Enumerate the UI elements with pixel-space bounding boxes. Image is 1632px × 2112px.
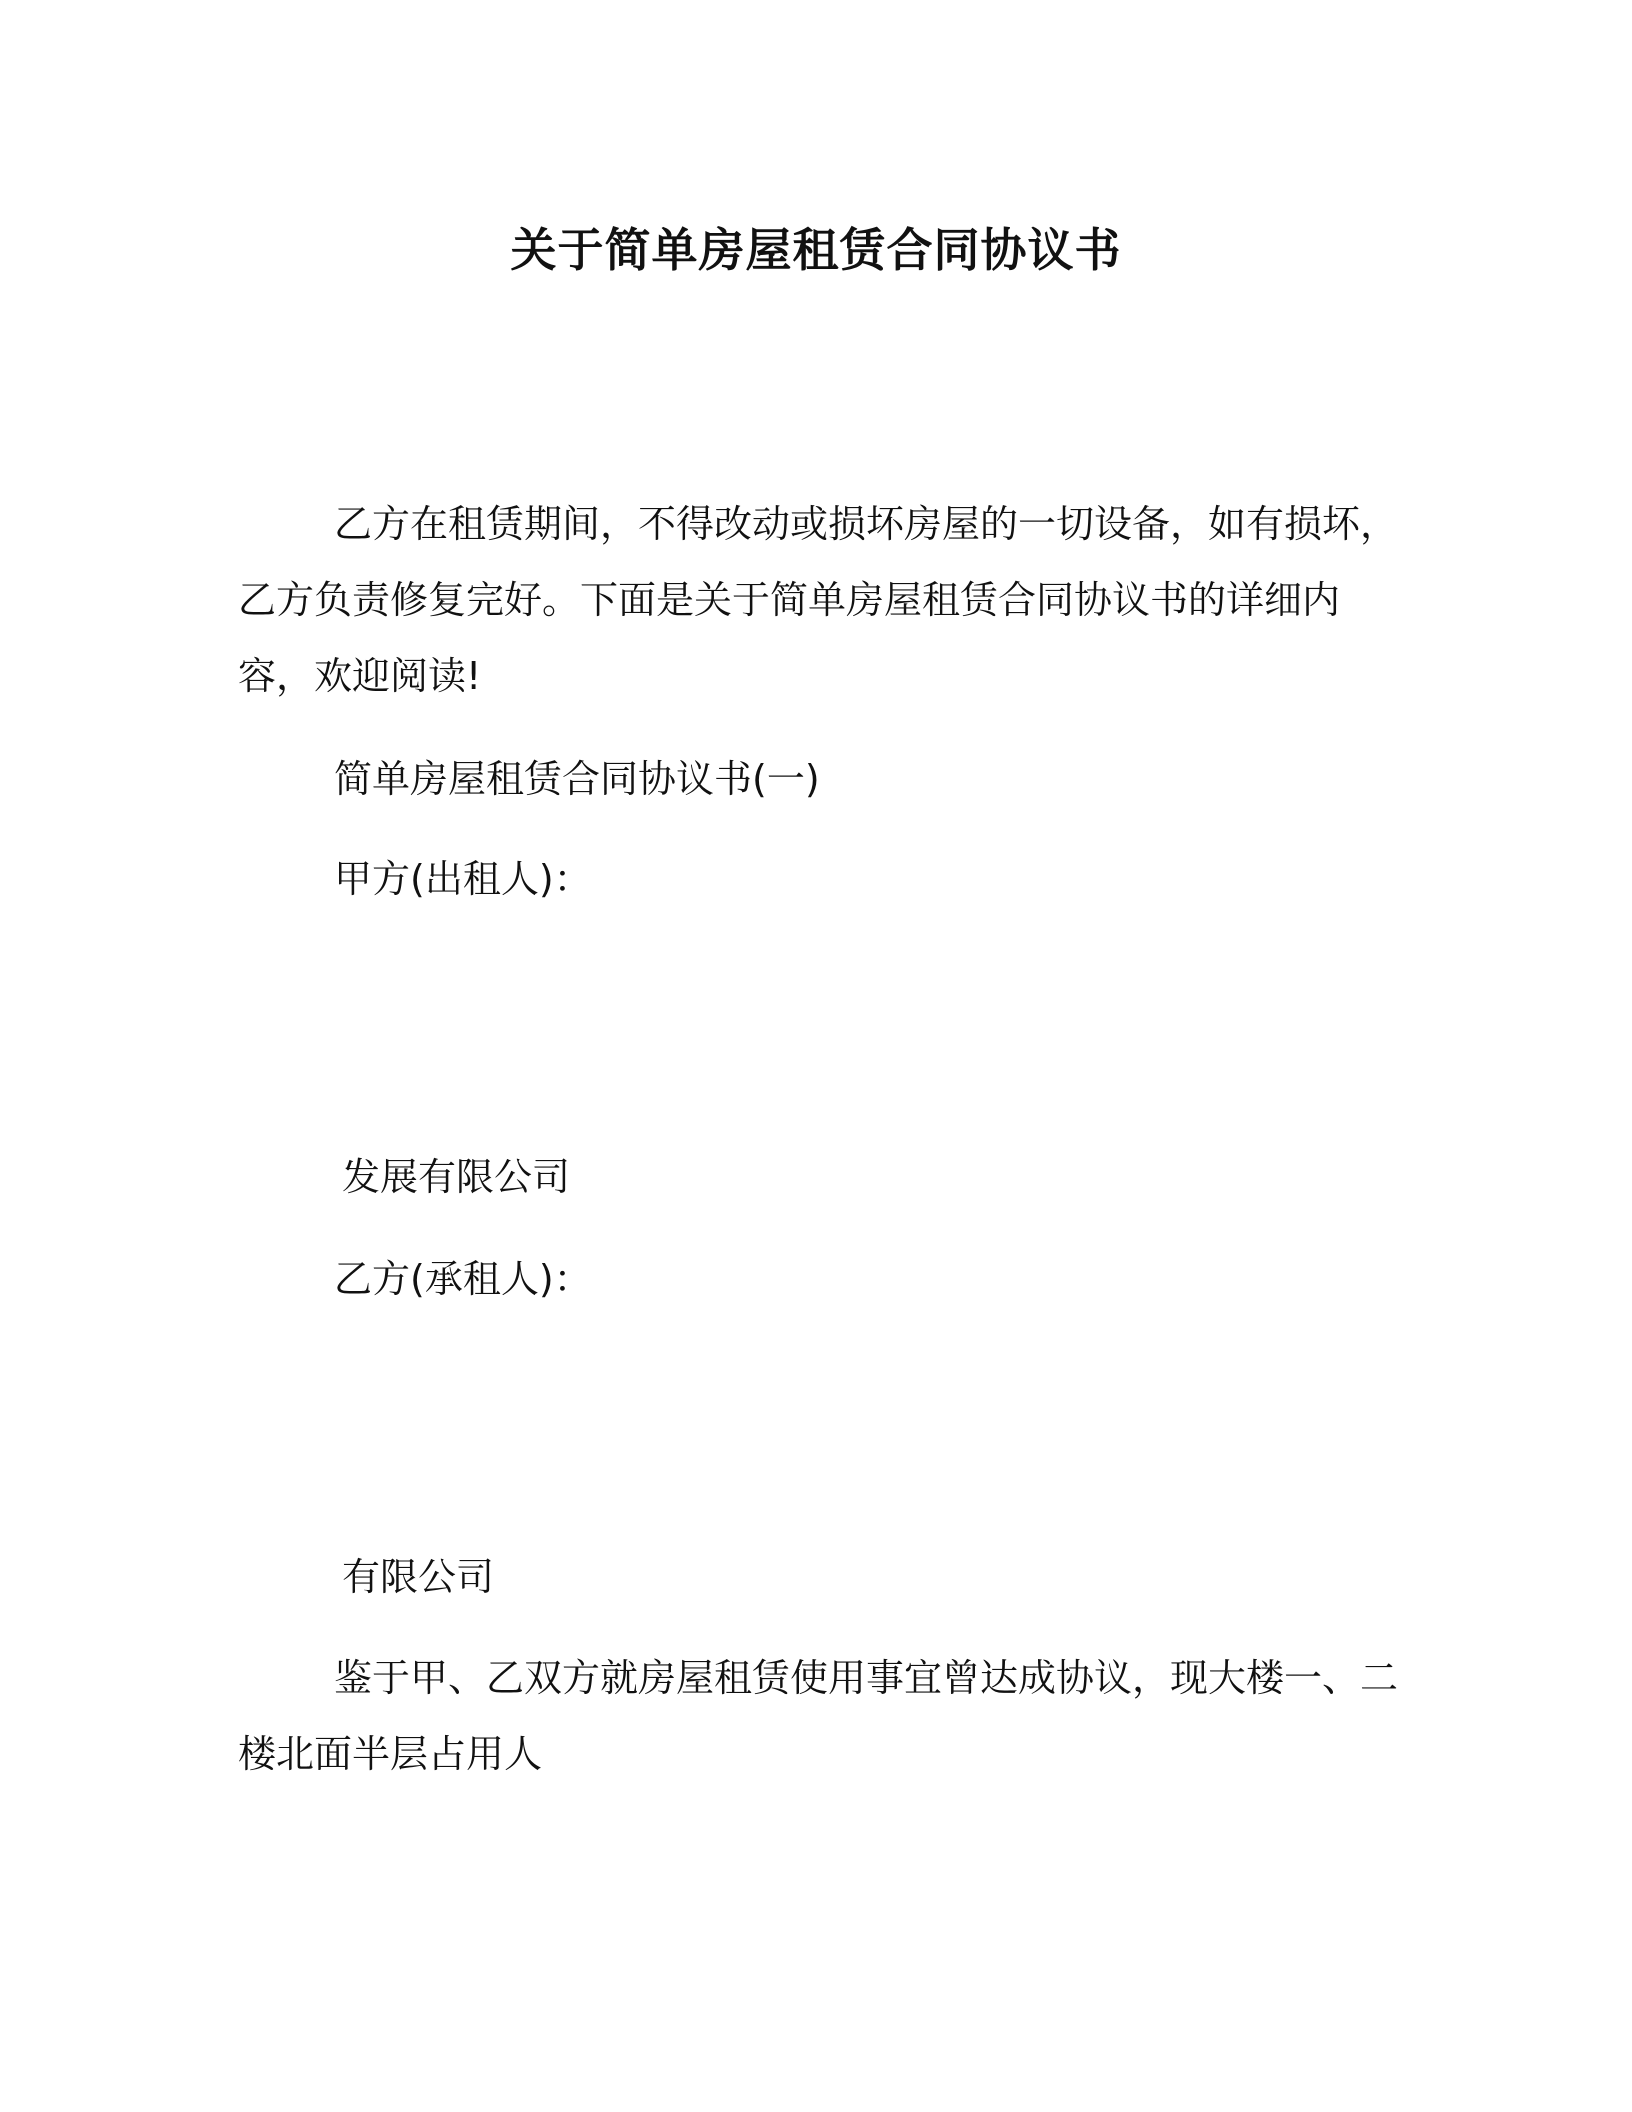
clause-paragraph: 鉴于甲、乙双方就房屋租赁使用事宜曾达成协议，现大楼一、二楼北面半层占用人 xyxy=(238,1656,1399,1776)
document-title: 关于简单房屋租赁合同协议书 xyxy=(510,223,1122,277)
intro-paragraph: 乙方在租赁期间，不得改动或损坏房屋的一切设备，如有损坏，乙方负责修复完好。下面是关于简单房屋租赁合同协议书的详细内容，欢迎阅读! xyxy=(238,502,1399,698)
party-b-company: 有限公司 xyxy=(342,1555,495,1599)
party-b-label: 乙方(承租人)： xyxy=(334,1257,592,1301)
party-a-company: 发展有限公司 xyxy=(342,1155,571,1199)
section-heading: 简单房屋租赁合同协议书(一) xyxy=(334,757,820,801)
party-a-label: 甲方(出租人)： xyxy=(334,857,592,901)
